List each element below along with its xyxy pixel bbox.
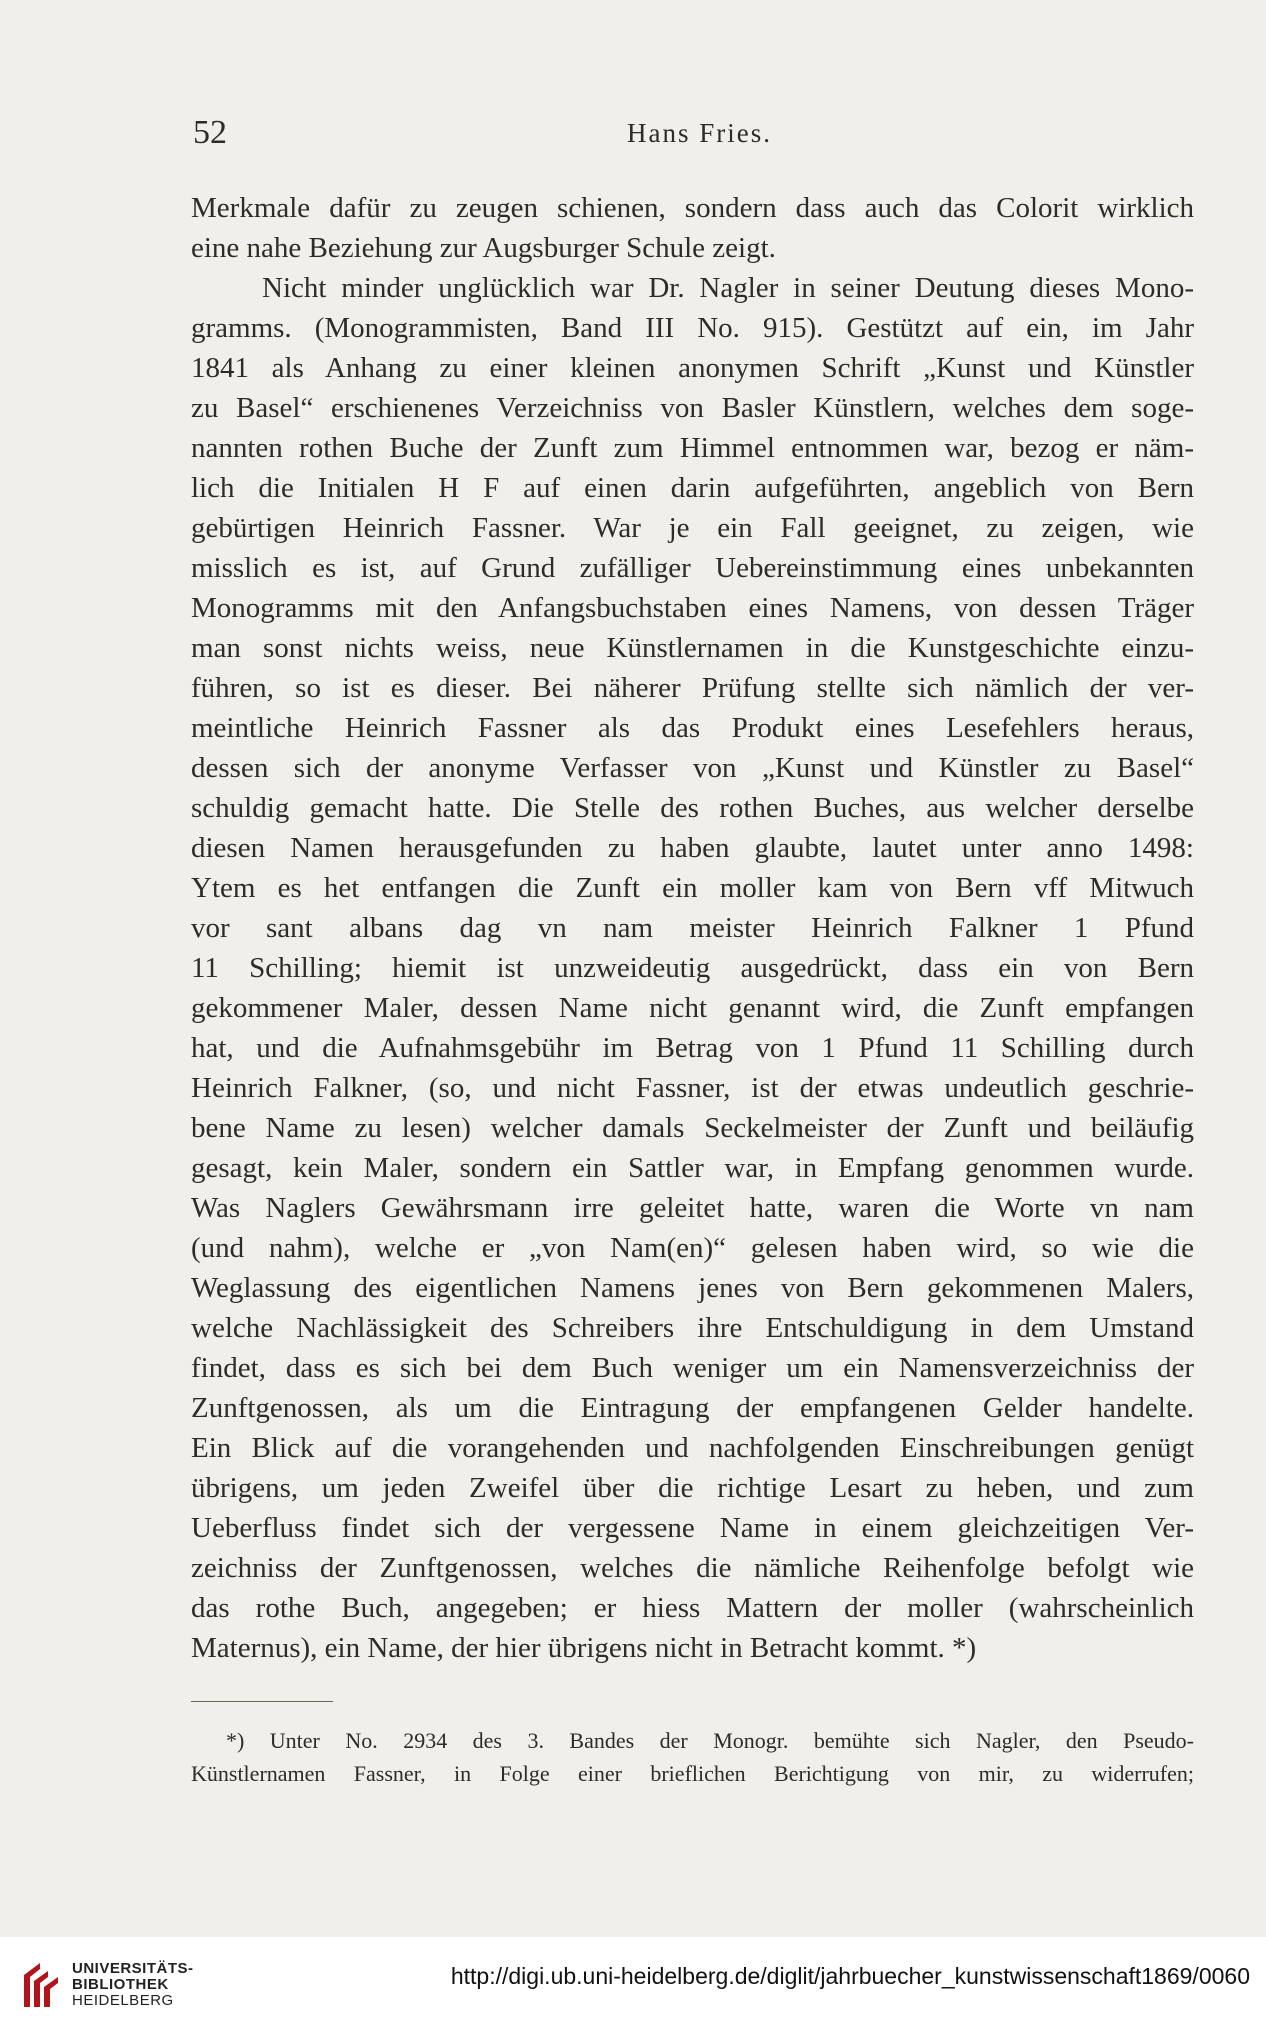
text-line: gekommener Maler, dessen Name nicht genannt wird, die Zunft empfangen	[191, 992, 1194, 1024]
footnote-line: *) Unter No. 2934 des 3. Bandes der Monogr. bemühte sich Nagler, den Pseudo-	[226, 1728, 1194, 1753]
text-line: übrigens, um jeden Zweifel über die richtige Lesart zu heben, und zum	[191, 1472, 1194, 1504]
text-line: eine nahe Beziehung zur Augsburger Schule zeigt.	[191, 232, 776, 264]
library-name	[72, 1961, 194, 2009]
text-line: Merkmale dafür zu zeugen schienen, sondern dass auch das Colorit wirklich	[191, 192, 1194, 224]
text-line: führen, so ist es dieser. Bei näherer Prüfung stellte sich nämlich der ver-	[191, 672, 1194, 704]
text-line: Heinrich Falkner, (so, und nicht Fassner, ist der etwas undeutlich geschrie-	[191, 1072, 1194, 1104]
text-line: lich die Initialen H F auf einen darin aufgeführten, angeblich von Bern	[191, 472, 1194, 504]
document-url-link[interactable]: http://digi.ub.uni-heidelberg.de/diglit/jahrbuecher_kunstwissenschaft1869/0060	[450, 1963, 1250, 1989]
text-line: meintliche Heinrich Fassner als das Produkt eines Lesefehlers heraus,	[191, 712, 1194, 744]
text-line: gebürtigen Heinrich Fassner. War je ein Fall geeignet, zu zeigen, wie	[191, 512, 1194, 544]
text-line: Was Naglers Gewährsmann irre geleitet hatte, waren die Worte vn nam	[191, 1192, 1194, 1224]
footnote-line: Künstlernamen Fassner, in Folge einer brieflichen Berichtigung von mir, zu widerrufen;	[191, 1761, 1194, 1786]
text-line: diesen Namen herausgefunden zu haben glaubte, lautet unter anno 1498:	[191, 832, 1194, 864]
text-line: vor sant albans dag vn nam meister Heinrich Falkner 1 Pfund	[191, 912, 1194, 944]
page-number: 52	[193, 114, 227, 151]
text-line: Ytem es het entfangen die Zunft ein moller kam von Bern vff Mitwuch	[191, 872, 1194, 904]
text-line: Maternus), ein Name, der hier übrigens nicht in Betracht kommt. *)	[191, 1632, 977, 1664]
library-logo-icon	[18, 1957, 66, 2013]
text-line: Ein Blick auf die vorangehenden und nachfolgenden Einschreibungen genügt	[191, 1432, 1194, 1464]
text-line: findet, dass es sich bei dem Buch weniger um ein Namensverzeichniss der	[191, 1352, 1194, 1384]
text-line: Ueberfluss findet sich der vergessene Name in einem gleichzeitigen Ver-	[191, 1512, 1194, 1544]
text-line: nannten rothen Buche der Zunft zum Himmel entnommen war, bezog er näm-	[191, 432, 1194, 464]
text-line: Monogramms mit den Anfangsbuchstaben eines Namens, von dessen Träger	[191, 592, 1194, 624]
text-line: (und nahm), welche er „von Nam(en)“ gelesen haben wird, so wie die	[191, 1232, 1194, 1264]
text-line: Weglassung des eigentlichen Namens jenes von Bern gekommenen Malers,	[191, 1272, 1194, 1304]
text-line: man sonst nichts weiss, neue Künstlernamen in die Kunstgeschichte einzu-	[191, 632, 1194, 664]
body-text	[191, 188, 1194, 1668]
text-line: gramms. (Monogrammisten, Band III No. 915). Gestützt auf ein, im Jahr	[191, 312, 1194, 344]
footnote-divider	[191, 1701, 333, 1702]
text-line: dessen sich der anonyme Verfasser von „Kunst und Künstler zu Basel“	[191, 752, 1194, 784]
library-name-line: BIBLIOTHEK	[72, 1976, 169, 1993]
text-line: zu Basel“ erschienenes Verzeichniss von Basler Künstlern, welches dem soge-	[191, 392, 1194, 424]
library-name-line: HEIDELBERG	[72, 1992, 174, 2009]
text-line: schuldig gemacht hatte. Die Stelle des rothen Buches, aus welcher derselbe	[191, 792, 1194, 824]
text-line: 11 Schilling; hiemit ist unzweideutig ausgedrückt, dass ein von Bern	[191, 952, 1194, 984]
text-line: misslich es ist, auf Grund zufälliger Uebereinstimmung eines unbekannten	[191, 552, 1194, 584]
text-line: welche Nachlässigkeit des Schreibers ihre Entschuldigung in dem Umstand	[191, 1312, 1194, 1344]
text-line: Zunftgenossen, als um die Eintragung der empfangenen Gelder handelte.	[191, 1392, 1194, 1424]
digitization-footer	[0, 1937, 1266, 2033]
library-name-line: UNIVERSITÄTS-	[72, 1960, 194, 1977]
text-line: Nicht minder unglücklich war Dr. Nagler in seiner Deutung dieses Mono-	[262, 272, 1194, 304]
text-line: hat, und die Aufnahmsgebühr im Betrag von 1 Pfund 11 Schilling durch	[191, 1032, 1194, 1064]
text-line: das rothe Buch, angegeben; er hiess Mattern der moller (wahrscheinlich	[191, 1592, 1194, 1624]
footnotes	[191, 1724, 1194, 1790]
text-line: 1841 als Anhang zu einer kleinen anonymen Schrift „Kunst und Künstler	[191, 352, 1194, 384]
running-title: Hans Fries.	[627, 118, 772, 148]
text-line: bene Name zu lesen) welcher damals Seckelmeister der Zunft und beiläufig	[191, 1112, 1194, 1144]
text-line: zeichniss der Zunftgenossen, welches die nämliche Reihenfolge befolgt wie	[191, 1552, 1194, 1584]
text-line: gesagt, kein Maler, sondern ein Sattler war, in Empfang genommen wurde.	[191, 1152, 1194, 1184]
